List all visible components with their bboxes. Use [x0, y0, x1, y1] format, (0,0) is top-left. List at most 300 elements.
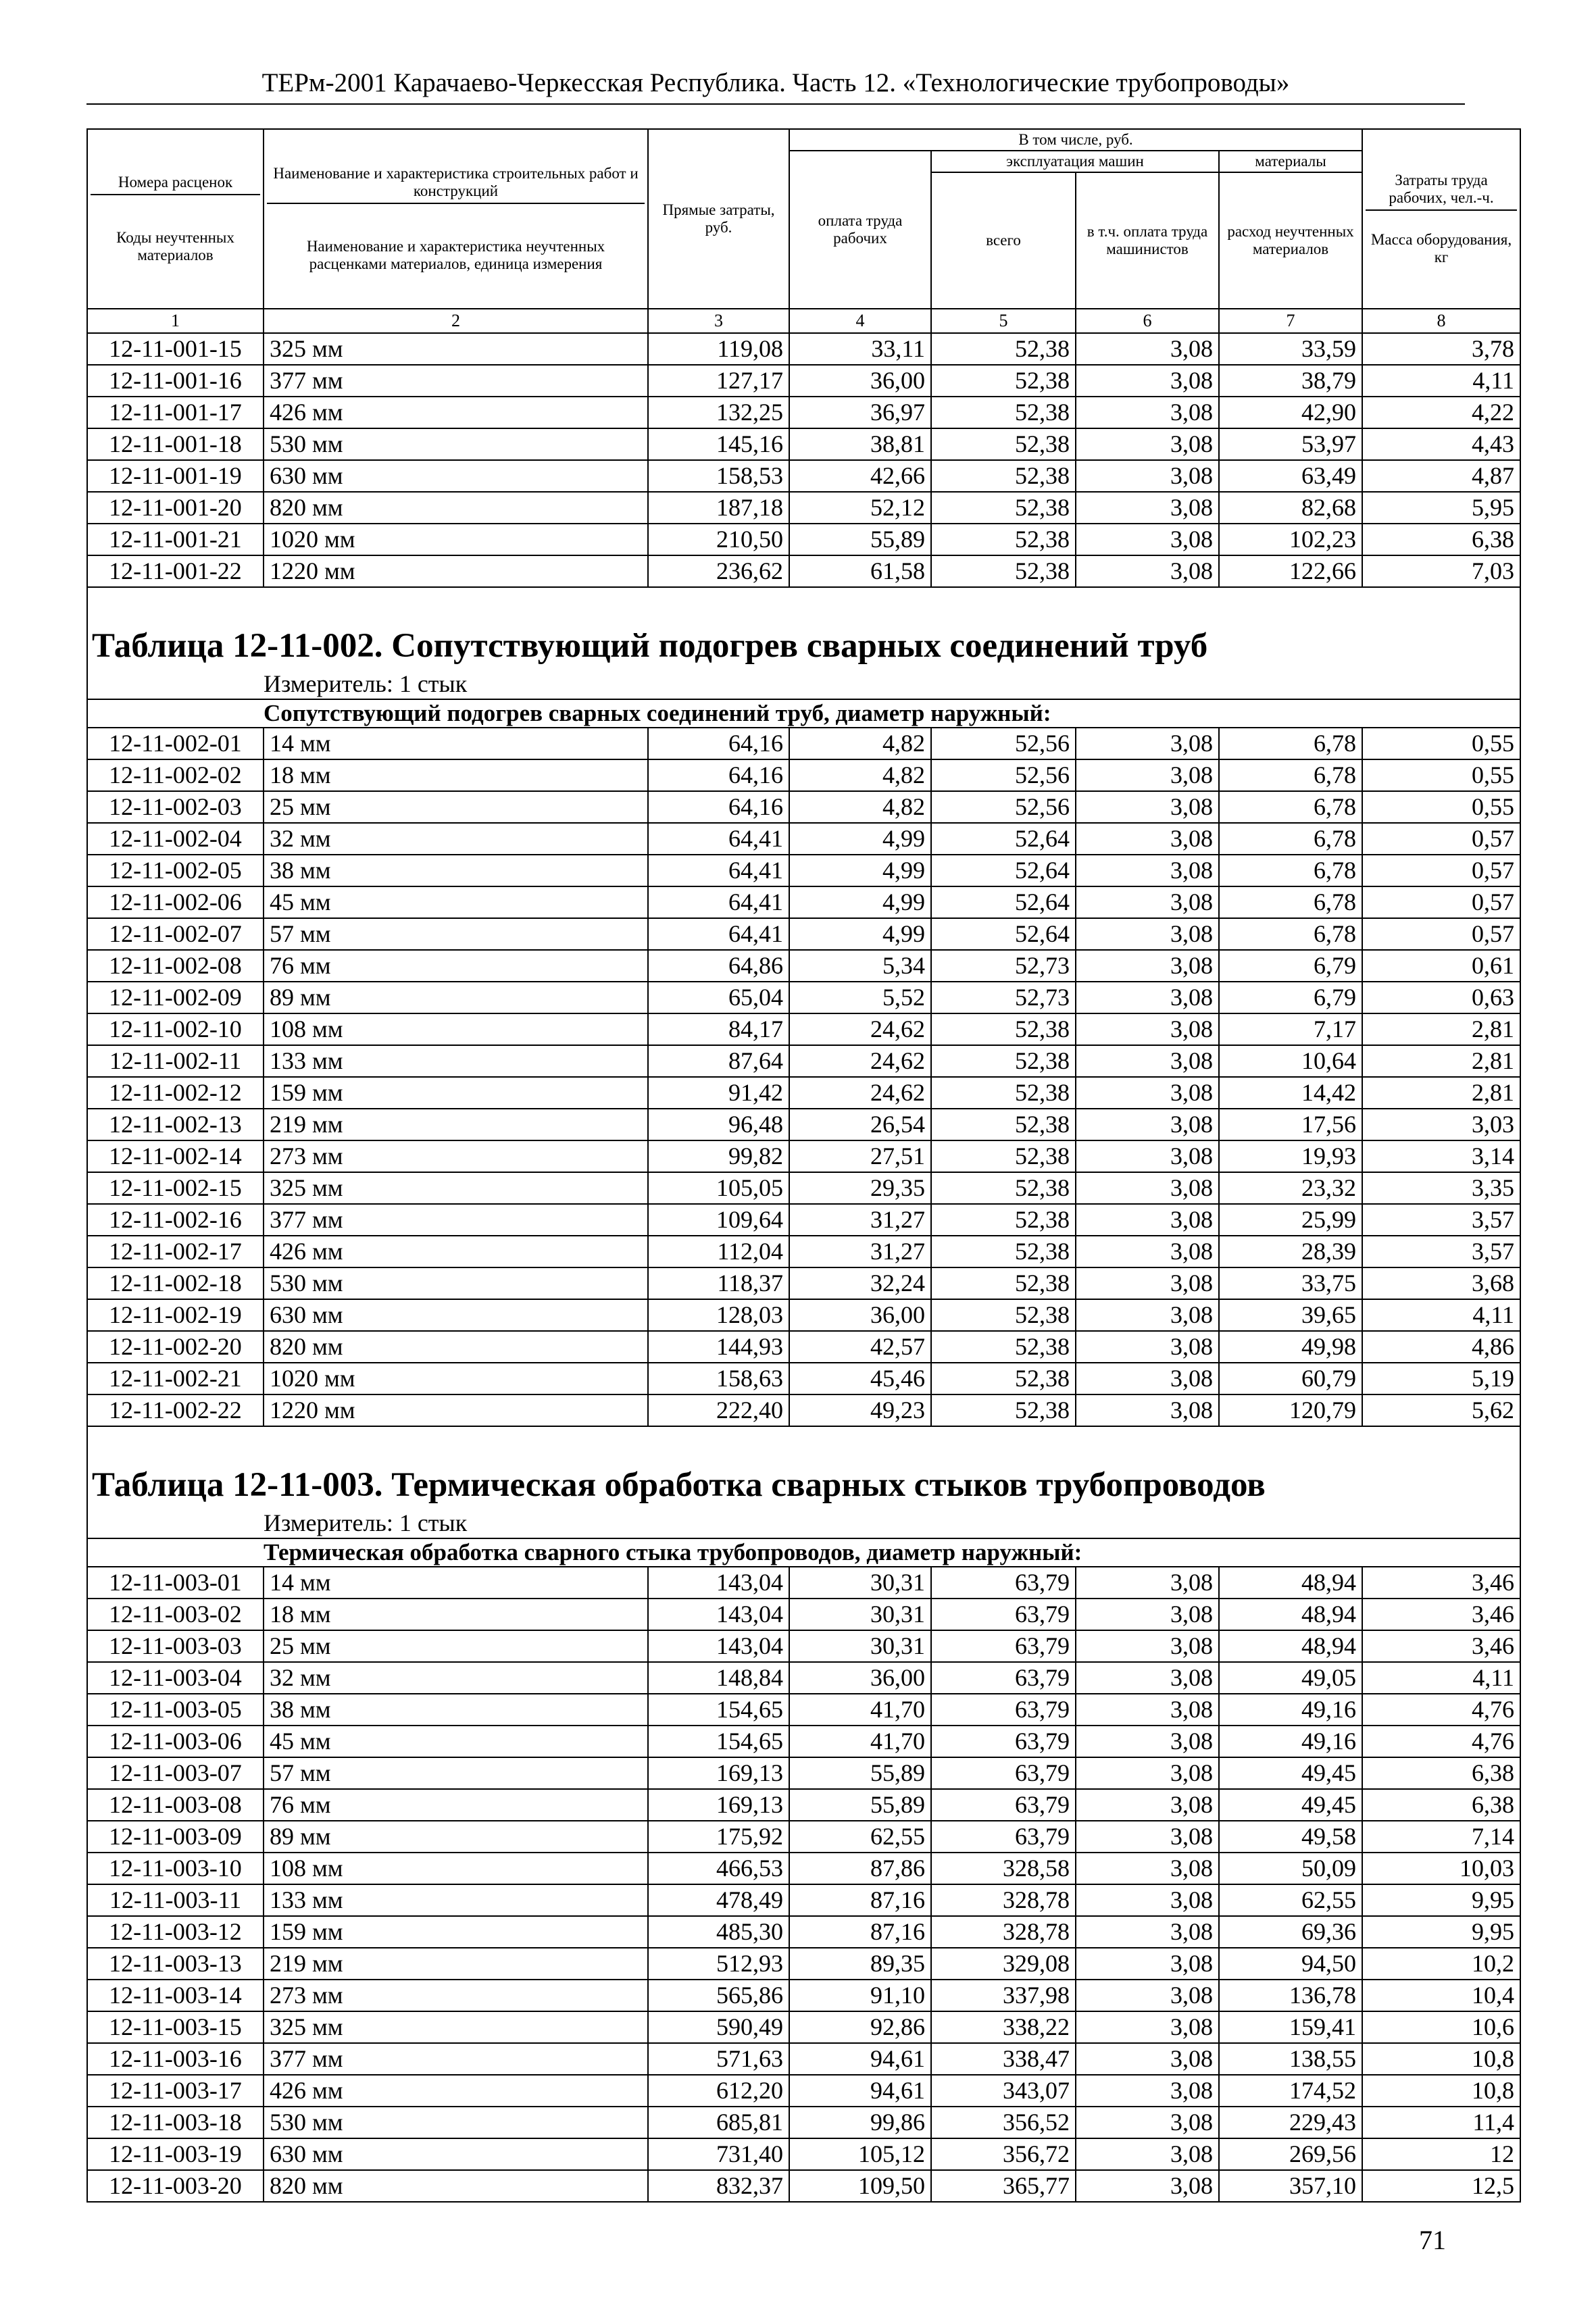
labor-pay-cell: 94,61 [789, 2043, 931, 2075]
machinists-pay-cell: 3,08 [1076, 555, 1219, 587]
rate-code-cell: 12-11-003-20 [87, 2170, 264, 2202]
direct-costs-cell: 64,16 [648, 791, 789, 823]
labor-hours-cell: 3,57 [1362, 1236, 1520, 1267]
table-row [87, 1599, 1520, 1630]
item-name-cell: 32 мм [264, 1662, 648, 1694]
machinists-pay-cell: 3,08 [1076, 397, 1219, 428]
item-name-cell: 219 мм [264, 1109, 648, 1140]
machinists-pay-cell: 3,08 [1076, 1726, 1219, 1757]
direct-costs-cell: 154,65 [648, 1726, 789, 1757]
labor-hours-cell: 10,8 [1362, 2075, 1520, 2107]
table-row [87, 1694, 1520, 1726]
item-name-cell: 273 мм [264, 1980, 648, 2011]
materials-usage-cell: 6,78 [1219, 728, 1362, 759]
machines-total-cell: 328,58 [931, 1853, 1076, 1884]
item-name-cell: 377 мм [264, 365, 648, 397]
column-index-row [87, 309, 1520, 333]
table-row [87, 1662, 1520, 1694]
machinists-pay-cell: 3,08 [1076, 1363, 1219, 1394]
direct-costs-cell: 105,05 [648, 1172, 789, 1204]
labor-pay-cell: 36,00 [789, 365, 931, 397]
labor-hours-cell: 0,61 [1362, 950, 1520, 982]
direct-costs-cell: 87,64 [648, 1045, 789, 1077]
table-row [87, 886, 1520, 918]
rate-code-cell: 12-11-001-17 [87, 397, 264, 428]
labor-hours-cell: 4,43 [1362, 428, 1520, 460]
labor-hours-cell: 9,95 [1362, 1884, 1520, 1916]
table-row [87, 728, 1520, 759]
rate-code-cell: 12-11-003-05 [87, 1694, 264, 1726]
direct-costs-cell: 118,37 [648, 1267, 789, 1299]
direct-costs-cell: 169,13 [648, 1789, 789, 1821]
column-index: 4 [789, 309, 931, 333]
rate-code-cell: 12-11-003-01 [87, 1567, 264, 1599]
machinists-pay-cell: 3,08 [1076, 1013, 1219, 1045]
labor-hours-cell: 3,57 [1362, 1204, 1520, 1236]
materials-usage-cell: 6,78 [1219, 791, 1362, 823]
materials-usage-cell: 136,78 [1219, 1980, 1362, 2011]
rate-code-cell: 12-11-003-17 [87, 2075, 264, 2107]
labor-hours-cell: 4,11 [1362, 1662, 1520, 1694]
table-row [87, 855, 1520, 886]
direct-costs-cell: 210,50 [648, 524, 789, 555]
labor-pay-cell: 4,82 [789, 759, 931, 791]
labor-hours-cell: 2,81 [1362, 1013, 1520, 1045]
direct-costs-cell: 143,04 [648, 1567, 789, 1599]
machinists-pay-cell: 3,08 [1076, 365, 1219, 397]
table-row [87, 1916, 1520, 1948]
labor-pay-cell: 30,31 [789, 1567, 931, 1599]
header-rate-numbers: Номера расценок [91, 174, 260, 195]
labor-hours-cell: 0,57 [1362, 823, 1520, 855]
machinists-pay-cell: 3,08 [1076, 1077, 1219, 1109]
labor-pay-cell: 5,52 [789, 982, 931, 1013]
rate-code-cell: 12-11-002-18 [87, 1267, 264, 1299]
header-material-codes: Коды неучтенных материалов [116, 229, 234, 263]
materials-usage-cell: 269,56 [1219, 2138, 1362, 2170]
machinists-pay-cell: 3,08 [1076, 982, 1219, 1013]
labor-hours-cell: 6,38 [1362, 524, 1520, 555]
table-row [87, 791, 1520, 823]
machines-total-cell: 63,79 [931, 1630, 1076, 1662]
rate-code-cell: 12-11-003-04 [87, 1662, 264, 1694]
labor-hours-cell: 3,46 [1362, 1599, 1520, 1630]
machines-total-cell: 52,38 [931, 1045, 1076, 1077]
labor-pay-cell: 31,27 [789, 1204, 931, 1236]
machines-total-cell: 52,64 [931, 886, 1076, 918]
machines-total-cell: 328,78 [931, 1916, 1076, 1948]
materials-usage-cell: 7,17 [1219, 1013, 1362, 1045]
machines-total-cell: 52,38 [931, 1394, 1076, 1426]
item-name-cell: 25 мм [264, 1630, 648, 1662]
labor-hours-cell: 3,78 [1362, 333, 1520, 365]
labor-pay-cell: 26,54 [789, 1109, 931, 1140]
materials-usage-cell: 62,55 [1219, 1884, 1362, 1916]
item-name-cell: 820 мм [264, 2170, 648, 2202]
item-name-cell: 630 мм [264, 2138, 648, 2170]
machinists-pay-cell: 3,08 [1076, 886, 1219, 918]
table-row [87, 918, 1520, 950]
materials-usage-cell: 38,79 [1219, 365, 1362, 397]
machinists-pay-cell: 3,08 [1076, 1789, 1219, 1821]
machines-total-cell: 63,79 [931, 1599, 1076, 1630]
labor-hours-cell: 0,63 [1362, 982, 1520, 1013]
rate-code-cell: 12-11-002-21 [87, 1363, 264, 1394]
machines-total-cell: 52,64 [931, 918, 1076, 950]
machines-total-cell: 52,38 [931, 1204, 1076, 1236]
table-row [87, 1853, 1520, 1884]
direct-costs-cell: 158,53 [648, 460, 789, 492]
item-name-cell: 219 мм [264, 1948, 648, 1980]
column-index: 8 [1362, 309, 1520, 333]
table-row [87, 2107, 1520, 2138]
labor-hours-cell: 12 [1362, 2138, 1520, 2170]
machines-total-cell: 63,79 [931, 1567, 1076, 1599]
direct-costs-cell: 96,48 [648, 1109, 789, 1140]
direct-costs-cell: 571,63 [648, 2043, 789, 2075]
item-name-cell: 1020 мм [264, 524, 648, 555]
table-row [87, 397, 1520, 428]
labor-pay-cell: 94,61 [789, 2075, 931, 2107]
materials-usage-cell: 138,55 [1219, 2043, 1362, 2075]
rate-code-cell: 12-11-003-13 [87, 1948, 264, 1980]
page-number: 71 [1419, 2225, 1446, 2255]
direct-costs-cell: 222,40 [648, 1394, 789, 1426]
machinists-pay-cell: 3,08 [1076, 2043, 1219, 2075]
direct-costs-cell: 144,93 [648, 1331, 789, 1363]
item-name-cell: 89 мм [264, 982, 648, 1013]
direct-costs-cell: 565,86 [648, 1980, 789, 2011]
labor-hours-cell: 0,57 [1362, 886, 1520, 918]
labor-pay-cell: 55,89 [789, 1789, 931, 1821]
machines-total-cell: 52,64 [931, 855, 1076, 886]
machines-total-cell: 337,98 [931, 1980, 1076, 2011]
machines-total-cell: 356,72 [931, 2138, 1076, 2170]
rate-code-cell: 12-11-002-11 [87, 1045, 264, 1077]
labor-pay-cell: 91,10 [789, 1980, 931, 2011]
labor-hours-cell: 0,57 [1362, 855, 1520, 886]
machinists-pay-cell: 3,08 [1076, 2011, 1219, 2043]
machinists-pay-cell: 3,08 [1076, 1662, 1219, 1694]
rate-code-cell: 12-11-003-11 [87, 1884, 264, 1916]
labor-pay-cell: 89,35 [789, 1948, 931, 1980]
table-row [87, 2075, 1520, 2107]
table-row [87, 460, 1520, 492]
labor-hours-cell: 10,8 [1362, 2043, 1520, 2075]
rate-code-cell: 12-11-003-07 [87, 1757, 264, 1789]
labor-hours-cell: 10,6 [1362, 2011, 1520, 2043]
direct-costs-cell: 236,62 [648, 555, 789, 587]
labor-hours-cell: 5,19 [1362, 1363, 1520, 1394]
machines-total-cell: 63,79 [931, 1726, 1076, 1757]
column-index: 2 [264, 309, 648, 333]
item-name-cell: 159 мм [264, 1077, 648, 1109]
table-row [87, 2138, 1520, 2170]
item-name-cell: 57 мм [264, 918, 648, 950]
machines-total-cell: 365,77 [931, 2170, 1076, 2202]
machinists-pay-cell: 3,08 [1076, 492, 1219, 524]
rate-code-cell: 12-11-003-12 [87, 1916, 264, 1948]
table-row [87, 1013, 1520, 1045]
direct-costs-cell: 84,17 [648, 1013, 789, 1045]
direct-costs-cell: 64,41 [648, 886, 789, 918]
direct-costs-cell: 143,04 [648, 1599, 789, 1630]
labor-hours-cell: 7,14 [1362, 1821, 1520, 1853]
materials-usage-cell: 49,58 [1219, 1821, 1362, 1853]
rate-code-cell: 12-11-001-18 [87, 428, 264, 460]
machinists-pay-cell: 3,08 [1076, 1821, 1219, 1853]
materials-usage-cell: 60,79 [1219, 1363, 1362, 1394]
item-name-cell: 530 мм [264, 428, 648, 460]
column-index: 7 [1219, 309, 1362, 333]
labor-pay-cell: 105,12 [789, 2138, 931, 2170]
item-name-cell: 630 мм [264, 460, 648, 492]
rate-code-cell: 12-11-001-16 [87, 365, 264, 397]
machinists-pay-cell: 3,08 [1076, 428, 1219, 460]
rate-code-cell: 12-11-003-15 [87, 2011, 264, 2043]
section-title: Таблица 12-11-002. Сопутствующий подогрев сварных соединений труб [87, 587, 1520, 669]
machinists-pay-cell: 3,08 [1076, 1599, 1219, 1630]
rate-code-cell: 12-11-002-05 [87, 855, 264, 886]
labor-pay-cell: 42,66 [789, 460, 931, 492]
rate-code-cell: 12-11-002-16 [87, 1204, 264, 1236]
machines-total-cell: 52,64 [931, 823, 1076, 855]
direct-costs-cell: 109,64 [648, 1204, 789, 1236]
table-12-11-003-rows [87, 1567, 1520, 2202]
labor-pay-cell: 36,97 [789, 397, 931, 428]
direct-costs-cell: 64,86 [648, 950, 789, 982]
item-name-cell: 32 мм [264, 823, 648, 855]
table-row [87, 1567, 1520, 1599]
header-equipment-mass: Масса оборудования, кг [1370, 231, 1512, 266]
labor-pay-cell: 99,86 [789, 2107, 931, 2138]
machinists-pay-cell: 3,08 [1076, 823, 1219, 855]
table-12-11-001-rows [87, 333, 1520, 587]
rate-code-cell: 12-11-002-13 [87, 1109, 264, 1140]
materials-usage-cell: 53,97 [1219, 428, 1362, 460]
materials-usage-cell: 82,68 [1219, 492, 1362, 524]
materials-usage-cell: 122,66 [1219, 555, 1362, 587]
table-row [87, 759, 1520, 791]
rate-code-cell: 12-11-003-14 [87, 1980, 264, 2011]
materials-usage-cell: 23,32 [1219, 1172, 1362, 1204]
direct-costs-cell: 169,13 [648, 1757, 789, 1789]
rate-code-cell: 12-11-001-19 [87, 460, 264, 492]
labor-hours-cell: 0,55 [1362, 759, 1520, 791]
machines-total-cell: 52,56 [931, 759, 1076, 791]
item-name-cell: 530 мм [264, 2107, 648, 2138]
machinists-pay-cell: 3,08 [1076, 1567, 1219, 1599]
machines-total-cell: 63,79 [931, 1694, 1076, 1726]
materials-usage-cell: 33,59 [1219, 333, 1362, 365]
materials-usage-cell: 49,16 [1219, 1726, 1362, 1757]
labor-pay-cell: 33,11 [789, 333, 931, 365]
labor-hours-cell: 4,76 [1362, 1726, 1520, 1757]
rate-code-cell: 12-11-002-03 [87, 791, 264, 823]
machines-total-cell: 338,47 [931, 2043, 1076, 2075]
section-meter: Измеритель: 1 стык [87, 669, 1520, 699]
machines-total-cell: 52,38 [931, 1236, 1076, 1267]
labor-hours-cell: 3,03 [1362, 1109, 1520, 1140]
labor-pay-cell: 55,89 [789, 524, 931, 555]
machinists-pay-cell: 3,08 [1076, 460, 1219, 492]
materials-usage-cell: 17,56 [1219, 1109, 1362, 1140]
table-header [87, 129, 1520, 333]
item-name-cell: 820 мм [264, 1331, 648, 1363]
materials-usage-cell: 159,41 [1219, 2011, 1362, 2043]
direct-costs-cell: 187,18 [648, 492, 789, 524]
item-name-cell: 530 мм [264, 1267, 648, 1299]
labor-hours-cell: 4,11 [1362, 365, 1520, 397]
materials-usage-cell: 48,94 [1219, 1630, 1362, 1662]
rate-code-cell: 12-11-002-17 [87, 1236, 264, 1267]
header-materials: материалы [1219, 151, 1362, 172]
header-names [264, 129, 648, 309]
header-labor-pay: оплата труда рабочих [789, 151, 931, 309]
materials-usage-cell: 174,52 [1219, 2075, 1362, 2107]
materials-usage-cell: 42,90 [1219, 397, 1362, 428]
direct-costs-cell: 466,53 [648, 1853, 789, 1884]
machines-total-cell: 343,07 [931, 2075, 1076, 2107]
labor-hours-cell: 4,87 [1362, 460, 1520, 492]
materials-usage-cell: 50,09 [1219, 1853, 1362, 1884]
labor-pay-cell: 52,12 [789, 492, 931, 524]
rate-code-cell: 12-11-002-10 [87, 1013, 264, 1045]
materials-usage-cell: 6,79 [1219, 950, 1362, 982]
labor-pay-cell: 32,24 [789, 1267, 931, 1299]
item-name-cell: 14 мм [264, 728, 648, 759]
direct-costs-cell: 143,04 [648, 1630, 789, 1662]
item-name-cell: 18 мм [264, 759, 648, 791]
rate-code-cell: 12-11-002-07 [87, 918, 264, 950]
labor-hours-cell: 2,81 [1362, 1077, 1520, 1109]
header-machinists-pay: в т.ч. оплата труда машинистов [1076, 172, 1219, 309]
price-table [86, 128, 1521, 2203]
machines-total-cell: 52,38 [931, 1077, 1076, 1109]
rate-code-cell: 12-11-002-19 [87, 1299, 264, 1331]
table-row [87, 1630, 1520, 1662]
item-name-cell: 325 мм [264, 1172, 648, 1204]
table-row [87, 2011, 1520, 2043]
labor-pay-cell: 31,27 [789, 1236, 931, 1267]
labor-pay-cell: 24,62 [789, 1013, 931, 1045]
item-name-cell: 426 мм [264, 397, 648, 428]
header-codes [87, 129, 264, 309]
rate-code-cell: 12-11-003-08 [87, 1789, 264, 1821]
item-name-cell: 1220 мм [264, 555, 648, 587]
rate-code-cell: 12-11-001-22 [87, 555, 264, 587]
item-name-cell: 1220 мм [264, 1394, 648, 1426]
rate-code-cell: 12-11-003-02 [87, 1599, 264, 1630]
rate-code-cell: 12-11-002-12 [87, 1077, 264, 1109]
materials-usage-cell: 69,36 [1219, 1916, 1362, 1948]
machines-total-cell: 356,52 [931, 2107, 1076, 2138]
machinists-pay-cell: 3,08 [1076, 855, 1219, 886]
table-12-11-002-section [87, 587, 1520, 728]
machines-total-cell: 52,38 [931, 1172, 1076, 1204]
table-row [87, 1948, 1520, 1980]
table-row [87, 1726, 1520, 1757]
machinists-pay-cell: 3,08 [1076, 1236, 1219, 1267]
header-labor-costs: Затраты труда рабочих, чел.-ч. [1366, 172, 1517, 211]
labor-pay-cell: 30,31 [789, 1630, 931, 1662]
labor-pay-cell: 29,35 [789, 1172, 931, 1204]
direct-costs-cell: 512,93 [648, 1948, 789, 1980]
rate-code-cell: 12-11-003-10 [87, 1853, 264, 1884]
item-name-cell: 159 мм [264, 1916, 648, 1948]
column-index: 3 [648, 309, 789, 333]
direct-costs-cell: 128,03 [648, 1299, 789, 1331]
labor-hours-cell: 11,4 [1362, 2107, 1520, 2138]
table-row [87, 1363, 1520, 1394]
labor-pay-cell: 38,81 [789, 428, 931, 460]
materials-usage-cell: 49,16 [1219, 1694, 1362, 1726]
machinists-pay-cell: 3,08 [1076, 1980, 1219, 2011]
machinists-pay-cell: 3,08 [1076, 2138, 1219, 2170]
labor-hours-cell: 4,86 [1362, 1331, 1520, 1363]
item-name-cell: 38 мм [264, 855, 648, 886]
header-work-name: Наименование и характеристика строительных работ и конструкций [267, 165, 645, 204]
machines-total-cell: 52,56 [931, 728, 1076, 759]
machinists-pay-cell: 3,08 [1076, 1630, 1219, 1662]
direct-costs-cell: 158,63 [648, 1363, 789, 1394]
materials-usage-cell: 49,45 [1219, 1757, 1362, 1789]
table-row [87, 1299, 1520, 1331]
table-row [87, 1757, 1520, 1789]
machinists-pay-cell: 3,08 [1076, 1204, 1219, 1236]
machinists-pay-cell: 3,08 [1076, 1884, 1219, 1916]
labor-pay-cell: 87,16 [789, 1916, 931, 1948]
rate-code-cell: 12-11-003-03 [87, 1630, 264, 1662]
rate-code-cell: 12-11-001-20 [87, 492, 264, 524]
direct-costs-cell: 64,41 [648, 855, 789, 886]
materials-usage-cell: 6,78 [1219, 855, 1362, 886]
labor-hours-cell: 6,38 [1362, 1757, 1520, 1789]
direct-costs-cell: 154,65 [648, 1694, 789, 1726]
machines-total-cell: 52,38 [931, 1363, 1076, 1394]
labor-hours-cell: 10,2 [1362, 1948, 1520, 1980]
rate-code-cell: 12-11-001-21 [87, 524, 264, 555]
table-row [87, 555, 1520, 587]
labor-pay-cell: 4,99 [789, 855, 931, 886]
machinists-pay-cell: 3,08 [1076, 1757, 1219, 1789]
labor-hours-cell: 0,57 [1362, 918, 1520, 950]
labor-hours-cell: 7,03 [1362, 555, 1520, 587]
item-name-cell: 45 мм [264, 1726, 648, 1757]
materials-usage-cell: 63,49 [1219, 460, 1362, 492]
labor-pay-cell: 87,86 [789, 1853, 931, 1884]
labor-pay-cell: 87,16 [789, 1884, 931, 1916]
machines-total-cell: 52,38 [931, 460, 1076, 492]
materials-usage-cell: 48,94 [1219, 1599, 1362, 1630]
item-name-cell: 426 мм [264, 2075, 648, 2107]
labor-hours-cell: 0,55 [1362, 791, 1520, 823]
labor-hours-cell: 5,95 [1362, 492, 1520, 524]
machines-total-cell: 329,08 [931, 1948, 1076, 1980]
machines-total-cell: 338,22 [931, 2011, 1076, 2043]
item-name-cell: 18 мм [264, 1599, 648, 1630]
table-row [87, 1980, 1520, 2011]
labor-hours-cell: 3,68 [1362, 1267, 1520, 1299]
labor-pay-cell: 61,58 [789, 555, 931, 587]
direct-costs-cell: 132,25 [648, 397, 789, 428]
labor-pay-cell: 49,23 [789, 1394, 931, 1426]
machines-total-cell: 63,79 [931, 1757, 1076, 1789]
machinists-pay-cell: 3,08 [1076, 333, 1219, 365]
machines-total-cell: 63,79 [931, 1789, 1076, 1821]
rate-code-cell: 12-11-002-08 [87, 950, 264, 982]
labor-pay-cell: 109,50 [789, 2170, 931, 2202]
